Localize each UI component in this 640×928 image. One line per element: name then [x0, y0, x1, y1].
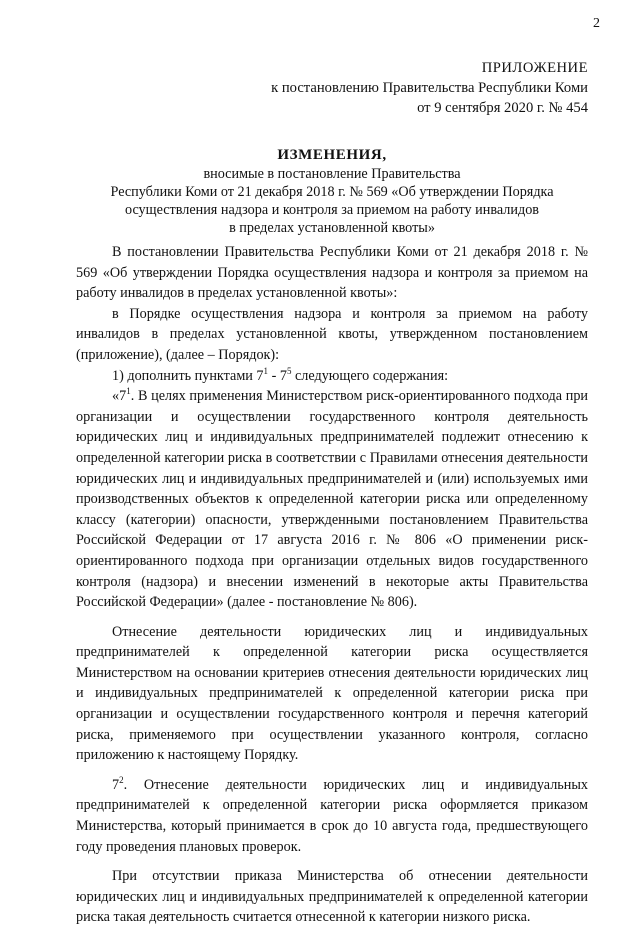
changes-header — [76, 146, 588, 237]
document-body — [76, 242, 588, 928]
appendix-date: от 9 сентября 2020 г. № 454 — [417, 100, 588, 116]
paragraph-procedure: в Порядке осуществления надзора и контроля за приемом на работу инвалидов в пределах установленной квоты, утвержденном постановлением (приложение), (далее – Порядок): — [76, 305, 588, 363]
appendix-decree: к постановлению Правительства Республики Коми — [271, 80, 588, 96]
appendix-title: ПРИЛОЖЕНИЕ — [481, 60, 588, 76]
header-line-2: Республики Коми от 21 декабря 2018 г. № 569 «Об утверждении Порядка — [110, 184, 554, 200]
header-line-4: в пределах установленной квоты» — [229, 220, 435, 236]
paragraph-7-2: $7^2$. Отнесение деятельности юридических лиц и индивидуальных предпринимателей к определенной категории риска оформляется приказом Министерства, который принимается в срок до 10 августа года, предшествующего году проведения плановых проверок. — [76, 774, 588, 855]
paragraph-risk-assignment: Отнесение деятельности юридических лиц и индивидуальных предпринимателей к определенной категории риска осуществляется Министерством на основании критериев отнесения деятельности юридических лиц и индивидуальных предпринимателей к определенной категории риска при организации и осуществлении государственного контроля и перечня категорий риска, применяемого при осуществлении указанного контроля, согласно приложению к настоящему Порядку. — [76, 623, 588, 764]
header-line-3: осуществления надзора и контроля за приемом на работу инвалидов — [125, 202, 539, 218]
paragraph-intro: В постановлении Правительства Республики Коми от 21 декабря 2018 г. № 569 «Об утверждении Порядка осуществления надзора и контроля за приемом на работу инвалидов в пределах установленной квоты»: — [76, 244, 588, 302]
page-number: 2 — [593, 16, 600, 31]
appendix-block — [271, 58, 588, 118]
paragraph-no-order: При отсутствии приказа Министерства об отнесении деятельности юридических лиц и индивидуальных предпринимателей к определенной категории риска такая деятельность считается отнесенной к категории низкого риска. — [76, 868, 588, 926]
paragraph-7-1: «$7^1$. В целях применения Министерством риск-ориентированного подхода при организации и осуществлении государственного контроля деятельность юридических лиц и индивидуальных предпринимателей подлежит отнесению к определенной категории риска в соответствии с Правилами отнесения деятельности юридических лиц и индивидуальных предпринимателей и (или) используемых ими производственных объектов к определенной категории риска или определенному классу (категории) опасности, утвержденными постановлением Правительства Российской Федерации от 17 августа 2016 г. № 806 «О применении риск-ориентированного подхода при организации отдельных видов государственного контроля (надзора) и внесении изменений в некоторые акты Правительства Российской Федерации» (далее - постановление № 806). — [76, 386, 588, 611]
header-line-1: вносимые в постановление Правительства — [203, 166, 461, 182]
changes-title: ИЗМЕНЕНИЯ, — [277, 147, 387, 163]
paragraph-amend-item: 1) дополнить пунктами $7^1 - 7^5$ следующего содержания: — [112, 365, 449, 384]
